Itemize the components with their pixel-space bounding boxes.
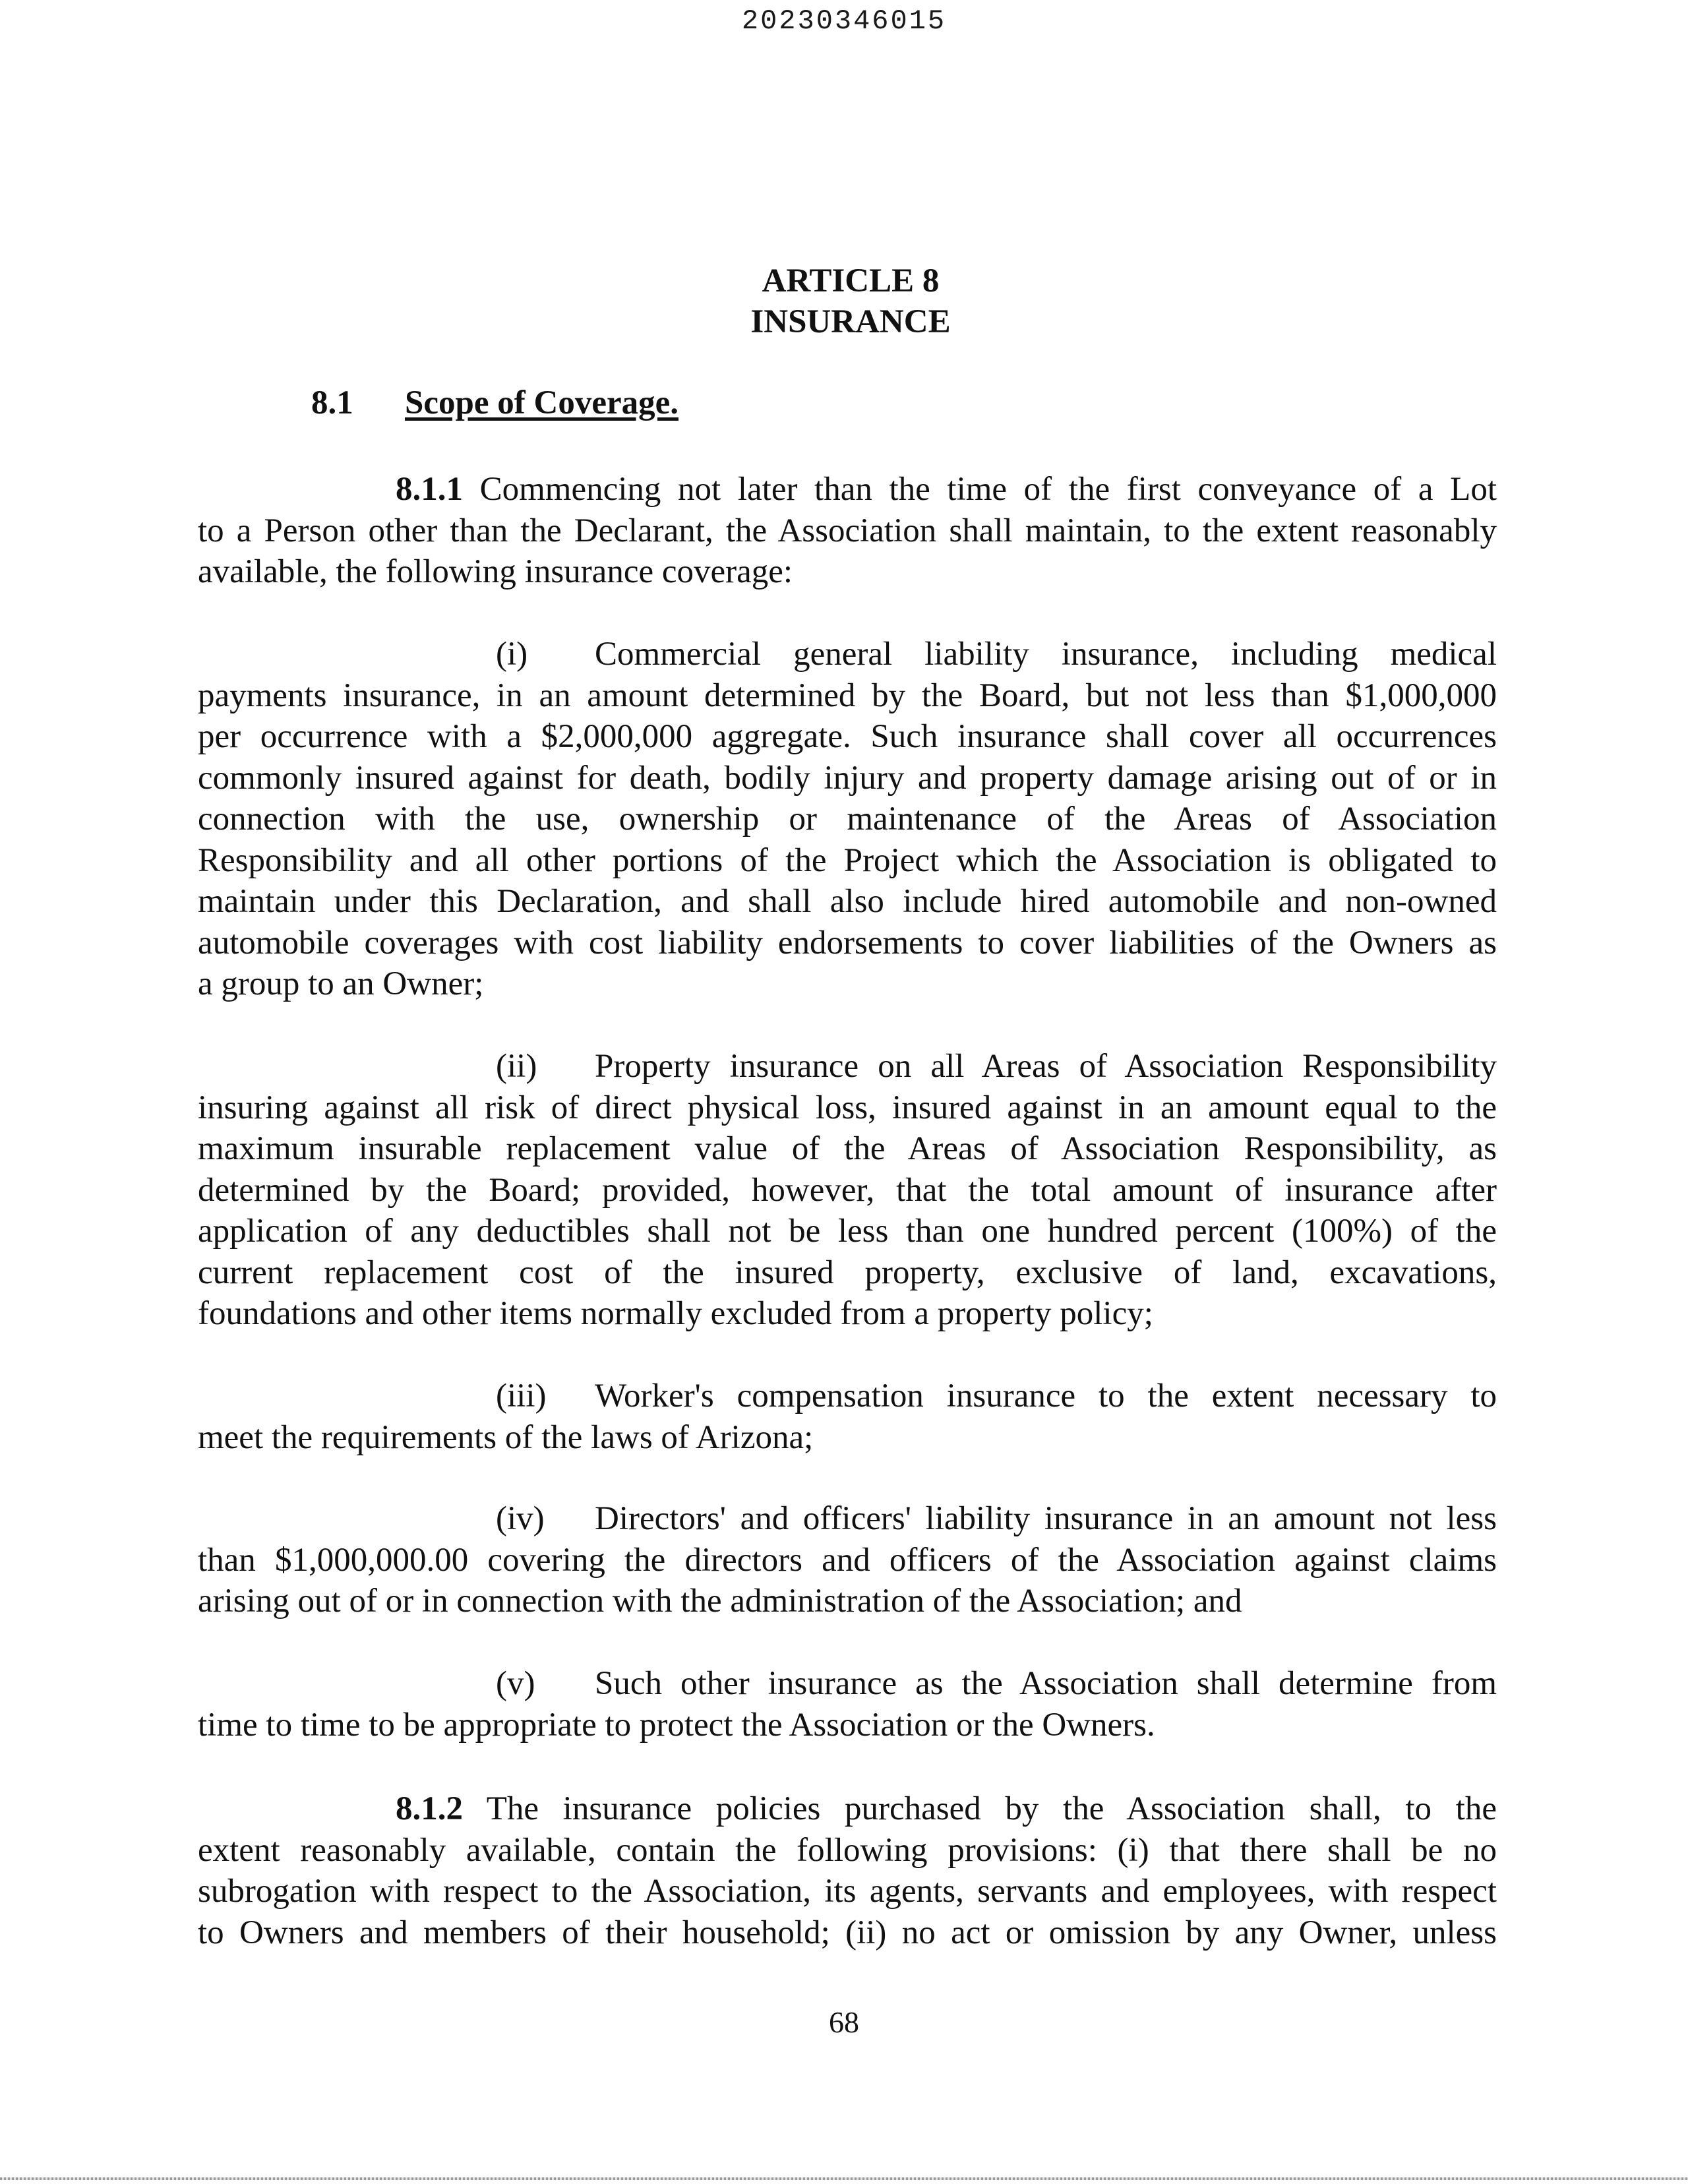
page-number: 68 [829, 2005, 859, 2039]
text-line: commonly insured against for death, bodily injury and property damage arising out of or in [198, 759, 1497, 797]
text-line: automobile coverages with cost liability endorsements to cover liabilities of the Owners as [198, 924, 1497, 961]
text-line: subrogation with respect to the Association, its agents, servants and employees, with respect [198, 1873, 1497, 1910]
text-line: (iii) Worker's compensation insurance to the extent necessary to [198, 1376, 1497, 1417]
paragraph-8-1-1 [198, 469, 1497, 593]
item-label: (ii) [496, 1048, 537, 1085]
text-line: per occurrence with a $2,000,000 aggregate. Such insurance shall cover all occurrences [198, 718, 1497, 755]
text-line: time to time to be appropriate to protect the Association or the Owners. [198, 1706, 1155, 1744]
text-line: payments insurance, in an amount determined by the Board, but not less than $1,000,000 [198, 677, 1497, 714]
text-line: foundations and other items normally excluded from a property policy; [198, 1295, 1153, 1332]
item-ii [198, 1046, 1497, 1335]
text-line: 8.1.2 The insurance policies purchased by the Association shall, to the [396, 1790, 1497, 1827]
article-heading [633, 260, 1068, 342]
item-label: (v) [496, 1665, 535, 1702]
text-line: available, the following insurance coverage: [198, 553, 793, 590]
text-line: (ii) Property insurance on all Areas of Association Responsibility [198, 1046, 1497, 1087]
item-label: (iv) [496, 1500, 545, 1537]
text-line: a group to an Owner; [198, 965, 484, 1002]
text-line: (i) Commercial general liability insurance, including medical [198, 634, 1497, 675]
text-line: to a Person other than the Declarant, the Association shall maintain, to the extent reasonably [198, 512, 1497, 549]
paragraph-8-1-2 [198, 1788, 1497, 1953]
text-line: meet the requirements of the laws of Arizona; [198, 1418, 814, 1456]
text-line: to Owners and members of their household; (ii) no act or omission by any Owner, unless [198, 1914, 1497, 1951]
article-subtitle: INSURANCE [750, 303, 951, 340]
text-line: application of any deductibles shall not be less than one hundred percent (100%) of the [198, 1213, 1497, 1250]
text-line: insuring against all risk of direct physical loss, insured against in an amount equal to the [198, 1089, 1497, 1126]
paragraph-number: 8.1.2 [396, 1790, 463, 1827]
item-i [198, 634, 1497, 1005]
text-line: extent reasonably available, contain the following provisions: (i) that there shall be no [198, 1831, 1497, 1869]
article-title: ARTICLE 8 [762, 262, 940, 299]
text-line: maximum insurable replacement value of the Areas of Association Responsibility, as [198, 1130, 1497, 1167]
item-iv [198, 1498, 1497, 1622]
item-label: (i) [496, 636, 528, 673]
document-number: 20230346015 [741, 5, 947, 37]
text-line: arising out of or in connection with the administration of the Association; and [198, 1583, 1242, 1620]
text-line: determined by the Board; provided, however, that the total amount of insurance after [198, 1171, 1497, 1209]
text-line: (iv) Directors' and officers' liability insurance in an amount not less [198, 1498, 1497, 1540]
text-line: connection with the use, ownership or maintenance of the Areas of Association [198, 801, 1497, 837]
text-line: (v) Such other insurance as the Association shall determine from [198, 1663, 1497, 1705]
item-v [198, 1663, 1497, 1745]
text-line: current replacement cost of the insured property, exclusive of land, excavations, [198, 1254, 1497, 1291]
scan-edge-divider [0, 2177, 1688, 2180]
paragraph-number: 8.1.1 [396, 471, 463, 508]
item-label: (iii) [496, 1378, 547, 1414]
section-heading [311, 384, 678, 422]
text-line: maintain under this Declaration, and shall also include hired automobile and non-owned [198, 883, 1497, 920]
text-line: than $1,000,000.00 covering the directors and officers of the Association against claims [198, 1541, 1497, 1579]
section-number: 8.1 [311, 384, 353, 421]
text-line: Responsibility and all other portions of the Project which the Association is obligated to [198, 841, 1497, 879]
text-line: 8.1.1 Commencing not later than the time of the first conveyance of a Lot [396, 471, 1497, 508]
section-title: Scope of Coverage. [405, 384, 678, 421]
item-iii [198, 1376, 1497, 1458]
